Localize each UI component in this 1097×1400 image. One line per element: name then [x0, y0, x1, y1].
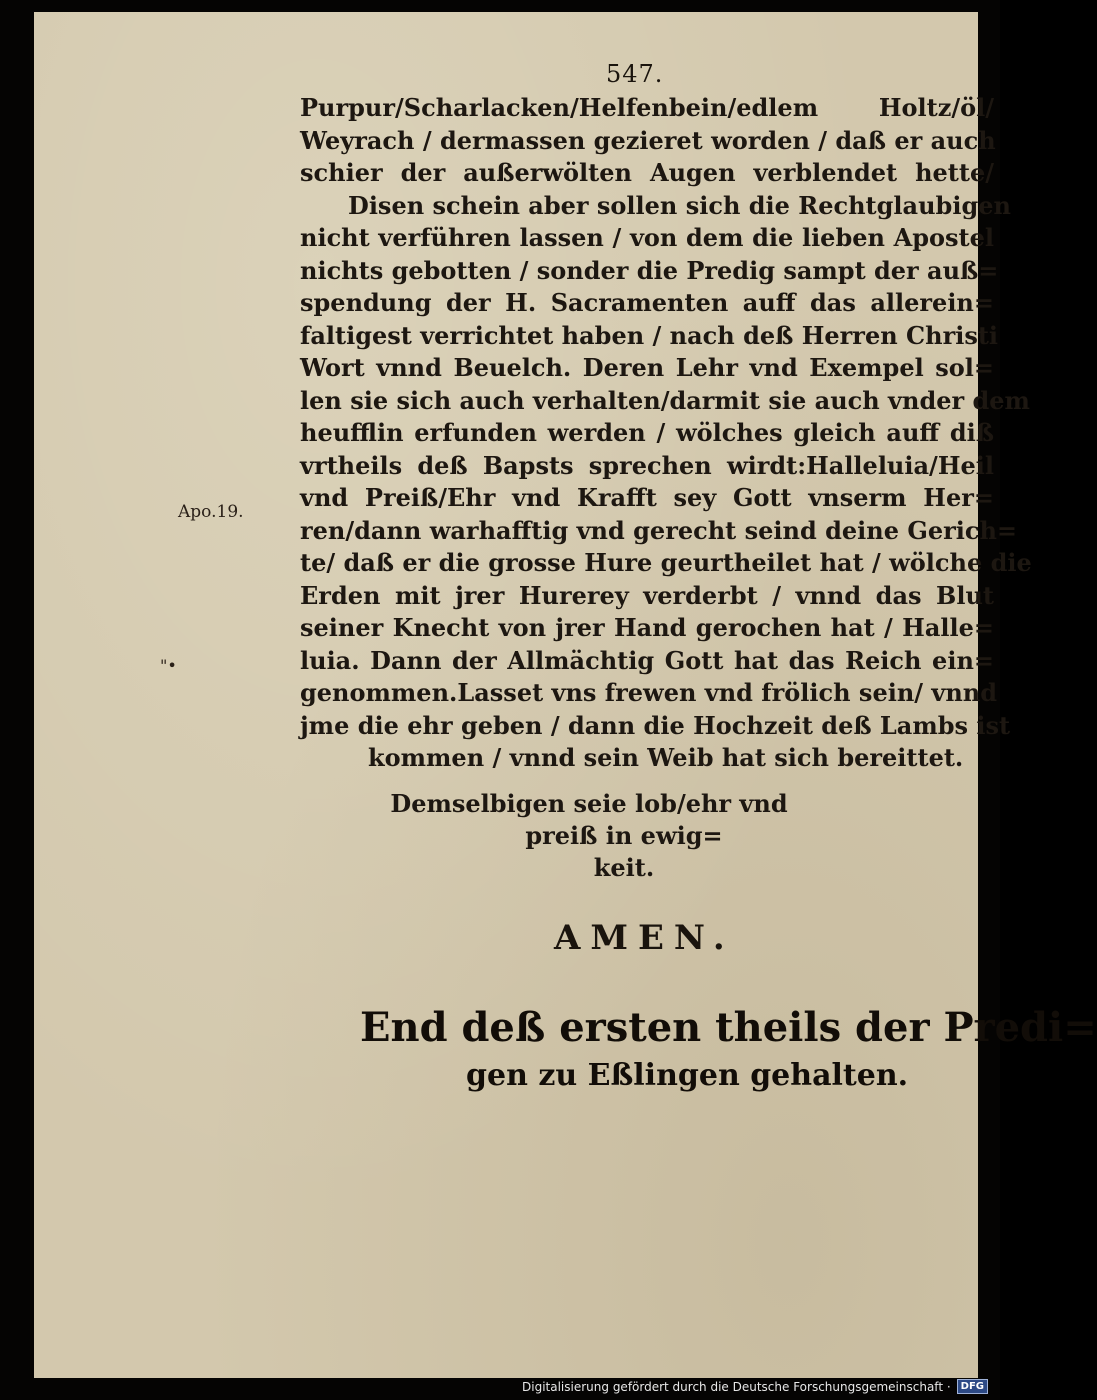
text-line: len sie sich auch verhalten/darmit sie auch vnder dem [300, 385, 1030, 415]
end-title-line: End deß ersten theils der Predi= [360, 1004, 1097, 1051]
margin-mark: "• [160, 656, 177, 675]
page-number: 547. [606, 60, 664, 88]
text-line: vnd Preiß/Ehr vnd Krafft sey Gott vnserm Her= [300, 483, 994, 512]
closing-line: Demselbigen seie lob/ehr vnd [390, 789, 788, 818]
end-title [360, 1002, 1097, 1098]
text-line: vrtheils deß Bapsts sprechen wirdt:Halleluia/Heil [300, 450, 994, 480]
closing-doxology [334, 788, 974, 884]
text-line: luia. Dann der Allmächtig Gott hat das Reich ein= [300, 645, 994, 675]
margin-note: Apo.19. [178, 502, 244, 522]
dfg-logo: DFG [957, 1379, 988, 1394]
text-line: Purpur/Scharlacken/Helfenbein/edlem Holtz/öl/ [300, 93, 994, 122]
book-page [34, 12, 1097, 1378]
text-line: nichts gebotten / sonder die Predig sampt der auß= [300, 255, 999, 285]
end-title-line: gen zu Eßlingen gehalten. [466, 1058, 909, 1093]
digitization-footer [522, 1379, 988, 1394]
text-line: jme die ehr geben / dann die Hochzeit deß Lambs ist [300, 710, 1011, 740]
amen-heading: AMEN. [554, 918, 735, 958]
text-line: nicht verführen lassen / von dem die lieben Apostel [300, 223, 994, 252]
text-line: Weyrach / dermassen gezieret worden / daß er auch [300, 125, 996, 155]
text-line: kommen / vnnd sein Weib hat sich bereittet. [368, 743, 964, 772]
text-line: schier der außerwölten Augen verblendet hette/ [300, 158, 994, 187]
body-text [300, 92, 1032, 775]
text-line: ren/dann warhafftig vnd gerecht seind deine Gerich= [300, 515, 1018, 545]
closing-line: preiß in ewig= [525, 821, 723, 850]
text-line: heufflin erfunden werden / wölches gleich auff diß [300, 418, 994, 447]
footer-text: Digitalisierung gefördert durch die Deutsche Forschungsgemeinschaft · [522, 1379, 951, 1394]
text-line: Wort vnnd Beuelch. Deren Lehr vnd Exempel sol= [300, 353, 994, 382]
text-line: seiner Knecht von jrer Hand gerochen hat / Halle= [300, 613, 994, 642]
closing-line: keit. [593, 853, 655, 882]
text-line: spendung der H. Sacramenten auff das allerein= [300, 288, 994, 317]
text-line: te/ daß er die grosse Hure geurtheilet hat / wölche die [300, 548, 1032, 577]
text-line: faltigest verrichtet haben / nach deß Herren Christi [300, 320, 999, 350]
text-line: Disen schein aber sollen sich die Rechtglaubigen [348, 190, 1011, 220]
text-line: genommen.Lasset vns frewen vnd frölich sein/ vnnd [300, 678, 998, 707]
text-line: Erden mit jrer Hurerey verderbt / vnnd das Blut [300, 580, 994, 610]
